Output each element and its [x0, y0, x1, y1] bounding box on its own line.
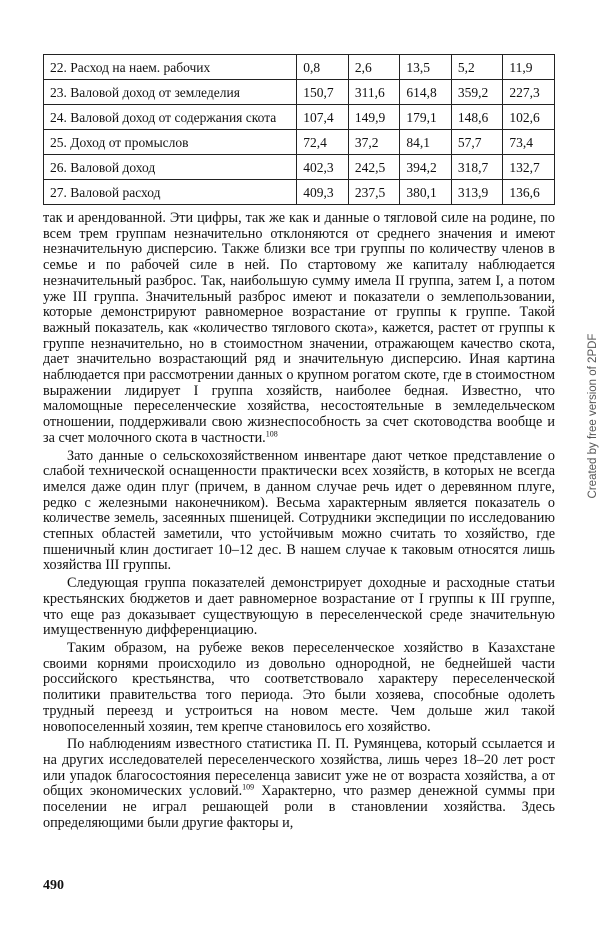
- table-cell: 614,8: [400, 80, 452, 105]
- table-cell: 359,2: [451, 80, 503, 105]
- page-number: 490: [43, 878, 64, 893]
- paragraph-3: Следующая группа показателей демонстрирует доходные и расходные статьи крестьянских бюджетов и дает равномерное возрастание от I группы к III группе, что еще раз доказывает существующую в переселенческой среде значительную имущественную дифференциацию.: [43, 575, 555, 639]
- table-cell: 409,3: [297, 180, 349, 205]
- table-row: [44, 105, 555, 130]
- paragraph-5-text-a: По наблюдениям известного статистика П. П. Румянцева, который ссылается и на других исследователей переселенческого хозяйства, лишь через 18–20 лет рост или упадок благосостояния переселенца зависит уже не от возраста хозяйства, а от общих экономических условий.: [43, 736, 555, 800]
- statistics-table: [43, 54, 555, 205]
- table-cell: 227,3: [503, 80, 555, 105]
- table-cell: 179,1: [400, 105, 452, 130]
- table-cell: 2,6: [348, 55, 400, 80]
- table-cell: 402,3: [297, 155, 349, 180]
- row-label: 24. Валовой доход от содержания скота: [44, 105, 297, 130]
- table-cell: 73,4: [503, 130, 555, 155]
- table-cell: 5,2: [451, 55, 503, 80]
- table-row: [44, 155, 555, 180]
- table-cell: 311,6: [348, 80, 400, 105]
- table-cell: 37,2: [348, 130, 400, 155]
- page-content: [43, 54, 555, 831]
- row-label: 26. Валовой доход: [44, 155, 297, 180]
- table-cell: 380,1: [400, 180, 452, 205]
- paragraph-4: Таким образом, на рубеже веков переселенческое хозяйство в Казахстане своими корнями происходило из довольно однородной, не беднейшей части российского крестьянства, что соответствовало характеру переселенческой политики правительства того периода. Это были хозяева, способные одолеть трудный переезд и устроиться на новом месте. Чем дольше жил такой новопоселенный хозяин, тем крепче становилось его хозяйство.: [43, 639, 555, 735]
- paragraph-1: [43, 211, 555, 447]
- watermark-text: Created by free version of 2PDF: [587, 333, 599, 499]
- footnote-ref-109: 109: [242, 782, 255, 792]
- table-cell: 318,7: [451, 155, 503, 180]
- paragraph-2: Зато данные о сельскохозяйственном инвентаре дают четкое представление о слабой технической оснащенности практически всех хозяйств, в которых не всегда имелся даже один плуг (причем, в данном случае речь идет о деревянном плуге, редко с железными наконечником). Весьма характерным является показатель о количестве земель, засеянных пшеницей. Сотрудники экспедиции по исследованию степных областей заметили, что устойчивым можно считать то хозяйство, где пшеничный клин достигает 10–12 дес. В нашем случае к таковым относятся лишь хозяйства III группы.: [43, 447, 555, 574]
- table-cell: 84,1: [400, 130, 452, 155]
- table-cell: 72,4: [297, 130, 349, 155]
- table-body: [44, 55, 555, 205]
- table-cell: 136,6: [503, 180, 555, 205]
- table-row: [44, 55, 555, 80]
- table-cell: 394,2: [400, 155, 452, 180]
- table-cell: 132,7: [503, 155, 555, 180]
- table-cell: 13,5: [400, 55, 452, 80]
- table-cell: 107,4: [297, 105, 349, 130]
- table-cell: 57,7: [451, 130, 503, 155]
- table-cell: 102,6: [503, 105, 555, 130]
- table-cell: 237,5: [348, 180, 400, 205]
- table-cell: 0,8: [297, 55, 349, 80]
- table-cell: 149,9: [348, 105, 400, 130]
- row-label: 23. Валовой доход от земледелия: [44, 80, 297, 105]
- table-cell: 313,9: [451, 180, 503, 205]
- table-cell: 148,6: [451, 105, 503, 130]
- paragraph-5-text-b: Характерно, что размер денежной суммы при поселении не играл решающей роли в становлении хозяйства. Здесь определяющими были другие факторы и,: [43, 783, 555, 831]
- row-label: 27. Валовой расход: [44, 180, 297, 205]
- table-row: [44, 130, 555, 155]
- table-cell: 242,5: [348, 155, 400, 180]
- paragraph-1-text: так и арендованной. Эти цифры, так же как и данные о тягловой силе на родине, по всем трем группам незначительно отклоняются от среднего значения и имеют незначительную дисперсию. Также близки все три группы по количеству членов в семье и по рабочей силе в ней. По стартовому же капиталу наблюдается незначительный разброс. Так, наибольшую сумму имела II группа, затем I, а потом уже III группа. Значительный разброс имеют и показатели о землепользовании, которые демонстрируют равномерное возрастание от группы к группе. Такой важный показатель, как «количество тяглового скота», кажется, растет от группы к группе незначительно, но в стоимостном значении, отражающем качество скота, дает значительно возрастающий ряд и значительную дисперсию. Иная картина наблюдается при рассмотрении данных о крупном рогатом скоте, где в стоимостном выражении лидирует I группа хозяйств, наиболее бедная. Известно, что маломощные переселенческие хозяйства, несостоятельные в земледельческом отношении, поддерживали свою жизнеспособность за счет скотоводства вообще и за счет молочного скота в частности.: [43, 210, 555, 446]
- row-label: 25. Доход от промыслов: [44, 130, 297, 155]
- row-label: 22. Расход на наем. рабочих: [44, 55, 297, 80]
- footnote-ref-108: 108: [265, 429, 278, 439]
- table-cell: 150,7: [297, 80, 349, 105]
- body-text: [43, 211, 555, 831]
- table-cell: 11,9: [503, 55, 555, 80]
- table-row: [44, 80, 555, 105]
- paragraph-5: [43, 737, 555, 831]
- watermark: [581, 256, 600, 576]
- table-row: [44, 180, 555, 205]
